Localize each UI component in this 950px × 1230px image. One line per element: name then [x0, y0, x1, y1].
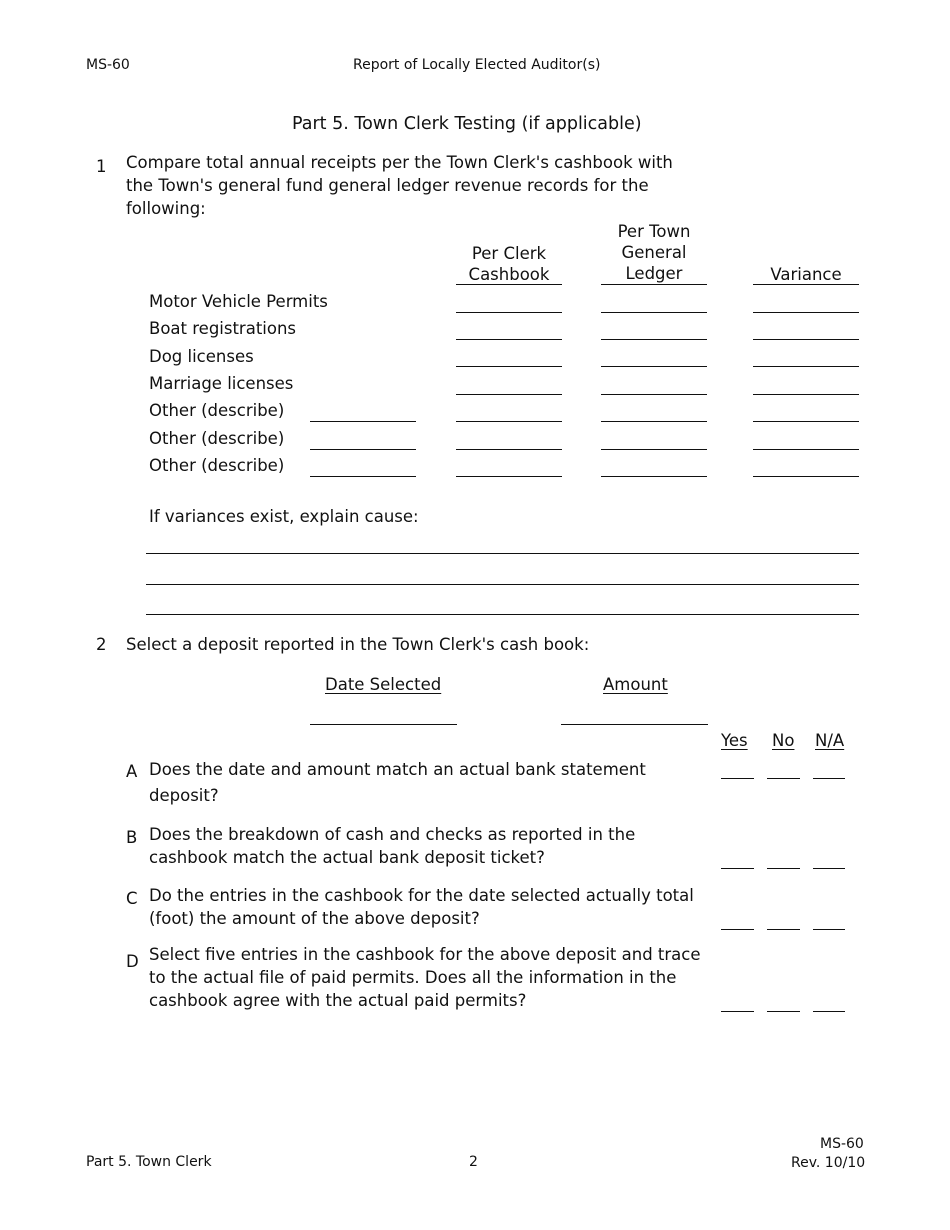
answer-no-blank[interactable] [767, 778, 800, 779]
variance-prompt: If variances exist, explain cause: [149, 507, 419, 526]
answer-header-yes: Yes [721, 731, 748, 750]
answer-na-blank[interactable] [813, 929, 845, 930]
blank-per-town[interactable] [601, 366, 707, 367]
row-label-dog: Dog licenses [149, 347, 254, 366]
answer-no-blank[interactable] [767, 1011, 800, 1012]
answer-yes-blank[interactable] [721, 1011, 754, 1012]
blank-describe[interactable] [310, 449, 416, 450]
column-header-underline [753, 284, 859, 285]
answer-header-no: No [772, 731, 795, 750]
q1-text-line: following: [126, 199, 206, 218]
date-selected-label: Date Selected [325, 675, 442, 694]
explanation-line[interactable] [146, 553, 859, 554]
blank-per-town[interactable] [601, 449, 707, 450]
footer-revision: Rev. 10/10 [791, 1155, 866, 1171]
row-label-other: Other (describe) [149, 429, 285, 448]
blank-per-town[interactable] [601, 421, 707, 422]
blank-per-clerk[interactable] [456, 366, 562, 367]
answer-na-blank[interactable] [813, 868, 845, 869]
header-report-title: Report of Locally Elected Auditor(s) [353, 57, 601, 73]
date-selected-blank[interactable] [310, 724, 457, 725]
blank-variance[interactable] [753, 312, 859, 313]
blank-per-clerk[interactable] [456, 476, 562, 477]
column-header-per-clerk: Per Clerk Cashbook [468, 244, 550, 284]
footer-section: Part 5. Town Clerk [86, 1154, 212, 1170]
item-letter: D [126, 952, 139, 971]
blank-per-town[interactable] [601, 476, 707, 477]
footer-form-code: MS-60 [820, 1136, 864, 1152]
q1-text-line: Compare total annual receipts per the Town Clerk's cashbook with [126, 153, 673, 172]
row-label-marriage: Marriage licenses [149, 374, 294, 393]
answer-no-blank[interactable] [767, 929, 800, 930]
q1-text [126, 151, 673, 220]
q1-text-line: the Town's general fund general ledger revenue records for the [126, 176, 649, 195]
blank-per-clerk[interactable] [456, 312, 562, 313]
item-letter: C [126, 889, 138, 908]
row-label-boat: Boat registrations [149, 319, 297, 338]
column-header-underline [601, 284, 707, 285]
blank-variance[interactable] [753, 449, 859, 450]
header-form-code: MS-60 [86, 57, 130, 73]
blank-variance[interactable] [753, 366, 859, 367]
item-text: Select five entries in the cashbook for the above deposit and trace to the actual file of paid permits. Does all the information in the cashbook agree with the actual paid permits? [149, 945, 701, 1010]
answer-no-blank[interactable] [767, 868, 800, 869]
item-letter: A [126, 762, 138, 781]
q1-number: 1 [96, 157, 107, 176]
blank-per-town[interactable] [601, 312, 707, 313]
footer-page-number: 2 [469, 1154, 478, 1170]
item-text: Does the date and amount match an actual bank statement deposit? [149, 760, 646, 805]
blank-describe[interactable] [310, 476, 416, 477]
blank-variance[interactable] [753, 476, 859, 477]
answer-na-blank[interactable] [813, 1011, 845, 1012]
item-letter: B [126, 828, 138, 847]
blank-per-clerk[interactable] [456, 449, 562, 450]
column-header-underline [456, 284, 562, 285]
explanation-line[interactable] [146, 584, 859, 585]
answer-yes-blank[interactable] [721, 929, 754, 930]
row-label-other: Other (describe) [149, 401, 285, 420]
blank-per-clerk[interactable] [456, 421, 562, 422]
amount-label: Amount [603, 675, 668, 694]
row-label-motor-vehicle: Motor Vehicle Permits [149, 292, 328, 311]
blank-variance[interactable] [753, 421, 859, 422]
q2-text: Select a deposit reported in the Town Clerk's cash book: [126, 635, 590, 654]
answer-yes-blank[interactable] [721, 778, 754, 779]
explanation-line[interactable] [146, 614, 859, 615]
amount-blank[interactable] [561, 724, 708, 725]
answer-header-na: N/A [815, 731, 845, 750]
row-label-other: Other (describe) [149, 456, 285, 475]
blank-per-town[interactable] [601, 339, 707, 340]
blank-per-clerk[interactable] [456, 339, 562, 340]
blank-variance[interactable] [753, 394, 859, 395]
item-text: Does the breakdown of cash and checks as reported in the cashbook match the actual bank deposit ticket? [149, 825, 636, 867]
answer-yes-blank[interactable] [721, 868, 754, 869]
q2-number: 2 [96, 635, 107, 654]
answer-na-blank[interactable] [813, 778, 845, 779]
part-title: Part 5. Town Clerk Testing (if applicable) [292, 114, 642, 134]
column-header-variance: Variance [770, 265, 842, 284]
item-text: Do the entries in the cashbook for the date selected actually total (foot) the amount of the above deposit? [149, 886, 694, 928]
blank-variance[interactable] [753, 339, 859, 340]
blank-per-clerk[interactable] [456, 394, 562, 395]
blank-describe[interactable] [310, 421, 416, 422]
column-header-per-town: Per Town General Ledger [617, 222, 691, 283]
blank-per-town[interactable] [601, 394, 707, 395]
